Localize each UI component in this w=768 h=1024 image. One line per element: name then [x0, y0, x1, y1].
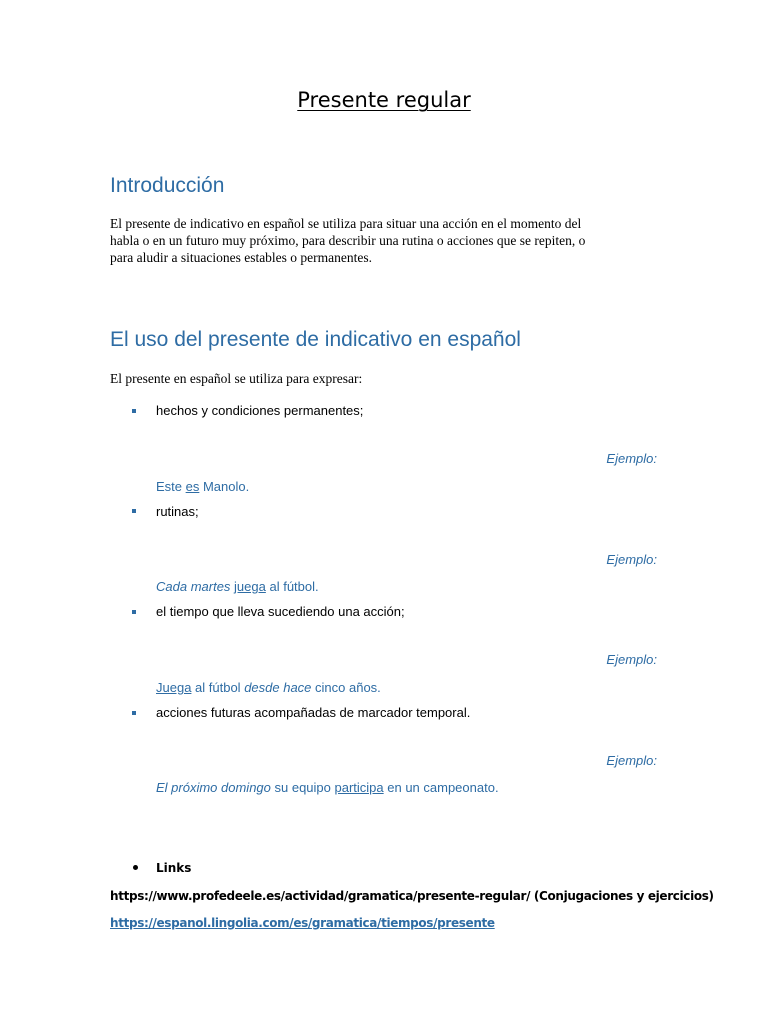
ejemplo-label: Ejemplo:	[606, 552, 657, 567]
example-sentence	[156, 780, 499, 795]
ejemplo-label: Ejemplo:	[606, 652, 657, 667]
example-verb: es	[185, 479, 200, 494]
list-item-text: hechos y condiciones permanentes;	[156, 403, 364, 418]
profedeele-url-text: https://www.profedeele.es/actividad/gramatica/presente-regular/ (Conjugaciones y ejercicios)	[110, 889, 714, 903]
bullet-square-icon	[132, 711, 136, 715]
bullet-square-icon	[132, 509, 136, 513]
list-item-text: el tiempo que lleva sucediendo una acción;	[156, 604, 405, 619]
ejemplo-label: Ejemplo:	[606, 451, 657, 466]
intro-line-2: habla o en un futuro muy próximo, para describir una rutina o acciones que se repiten, o	[110, 233, 586, 248]
intro-line-1: El presente de indicativo en español se utiliza para situar una acción en el momento del	[110, 216, 582, 231]
intro-line-3: para aludir a situaciones estables o permanentes.	[110, 250, 373, 265]
example-part: al fútbol	[191, 680, 245, 695]
example-part: cinco años.	[311, 680, 381, 695]
example-part: su equipo	[270, 780, 335, 795]
bullet-dot-icon	[133, 865, 138, 870]
example-part: Cada martes	[156, 579, 231, 594]
page-title: Presente regular	[297, 88, 471, 112]
example-sentence	[156, 579, 319, 594]
example-part: Manolo.	[199, 479, 250, 494]
example-verb: juega	[234, 579, 266, 594]
list-item-text: acciones futuras acompañadas de marcador temporal.	[156, 705, 471, 720]
example-part: en un campeonato.	[383, 780, 499, 795]
uso-heading: El uso del presente de indicativo en español	[110, 328, 521, 351]
example-verb: Juega	[156, 680, 192, 695]
bullet-square-icon	[132, 610, 136, 614]
example-sentence	[156, 479, 249, 494]
example-part: al fútbol.	[265, 579, 319, 594]
example-part: El próximo domingo	[156, 780, 271, 795]
lingolia-link[interactable]: https://espanol.lingolia.com/es/gramatica/tiempos/presente	[110, 916, 495, 930]
uso-lead: El presente en español se utiliza para expresar:	[110, 371, 363, 386]
example-part: Este	[156, 479, 186, 494]
ejemplo-label: Ejemplo:	[606, 753, 657, 768]
example-sentence	[156, 680, 381, 695]
list-item-text: rutinas;	[156, 504, 199, 519]
example-verb: participa	[334, 780, 384, 795]
links-label: Links	[156, 861, 192, 875]
example-part: desde hace	[244, 680, 312, 695]
intro-paragraph	[110, 215, 658, 266]
intro-heading: Introducción	[110, 174, 225, 197]
bullet-square-icon	[132, 409, 136, 413]
